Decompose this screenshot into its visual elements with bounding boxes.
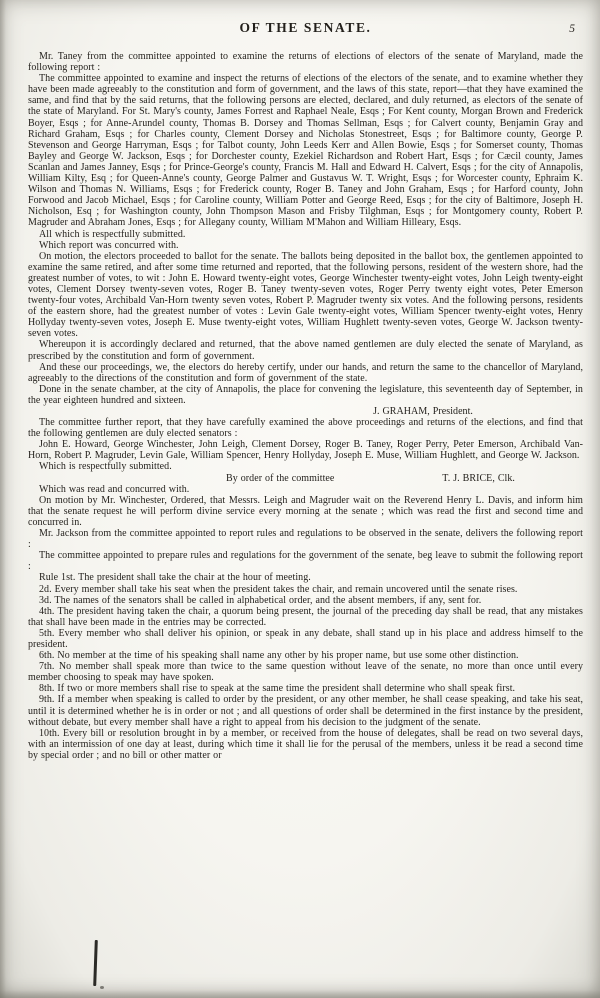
paragraph: Done in the senate chamber, at the city of Annapolis, the place for convening the legislature, this seventeenth day of September, in the year eighteen hundred and sixteen. [28, 383, 583, 406]
paragraph: The committee appointed to prepare rules and regulations for the government of the senate, beg leave to submit the following report : [28, 550, 583, 573]
page-number: 5 [569, 23, 575, 35]
page-header [28, 18, 583, 44]
paragraph: 10th. Every bill or resolution brought in by a member, or received from the house of delegates, shall be read on two several days, with an intermission of one day at least, during which time it shall lie for the perusal of the members, unless it be read a second time by special order ; and no bill or other matter or [28, 727, 583, 761]
paragraph: 5th. Every member who shall deliver his opinion, or speak in any debate, shall stand up in his place and address himself to the president. [28, 627, 583, 650]
paragraph: Which report was concurred with. [39, 239, 179, 251]
paragraph: John E. Howard, George Winchester, John Leigh, Clement Dorsey, Roger B. Taney, Roger Perry, Peter Emerson, Archibald Van-Horn, Robert P. Magruder, Levin Gale, William Spencer, Henry Hollyday, Joseph E. Muse, William Hughlett, and George W. Jackson. [28, 439, 583, 462]
paragraph: Mr. Taney from the committee appointed to examine the returns of elections of electors of the senate of Maryland, made the following report : [28, 51, 583, 74]
paragraph: Whereupon it is accordingly declared and returned, that the above named gentlemen are duly elected the senate of Maryland, as prescribed by the constitution and form of government. [28, 339, 583, 362]
attribution-left: By order of the committee [226, 472, 335, 484]
paragraph: The committee appointed to examine and inspect the returns of elections of the electors of the senate, and to examine whether they have been made agreeably to the constitution and form of government, and the laws of this state, report—that they have examined the same, and find that by the said returns, that the following persons are elected, declared, and duly returned, as electors of the senate of the state of Maryland. For St. Mary's county, James Forrest and Raphael Neale, Esqs ; For Kent county, Morgan Brown and Frederick Boyer, Esqs ; for Anne-Arundel county, Thomas B. Dorsey and Thomas Sellman, Esqs ; for Calvert county, Benjamin Gray and Richard Graham, Esqs ; for Charles county, Clement Dorsey and Nicholas Stonestreet, Esqs ; for Baltimore county, George P. Stevenson and George Harryman, Esqs ; for Talbot county, John Leeds Kerr and Allen Bowie, Esqs ; for Somerset county, Thomas Bayley and George W. Jackson, Esqs ; for Dorchester county, Ezekiel Richardson and Robert Hart, Esqs ; for Cæcil county, James Scanlan and James Janney, Esqs ; for Prince-George's county, Francis M. Hall and Edward H. Calvert, Esqs ; for the city of Annapolis, William Kilty, Esq ; for Queen-Anne's county, George Palmer and Gustavus W. T. Wright, Esqs ; for Worcester county, Ephraim K. Wilson and Thomas N. Williams, Esqs ; for Frederick county, Roger B. Taney and John Graham, Esqs ; for Harford county, John Forwood and Jacob Michael, Esqs ; for Caroline county, William Potter and George Reed, Esqs ; for the city of Baltimore, Joseph H. Nicholson, Esq ; for Washington county, John Thompson Mason and Frisby Tilghman, Esqs ; for Montgomery county, Robert P. Magruder and Abraham Jones, Esqs ; for Allegany county, William M'Mahon and William Hilleary, Esqs. [28, 73, 583, 229]
paragraph: On motion, the electors proceeded to ballot for the senate. The ballots being deposited in the ballot box, the gentlemen appointed to examine the same retired, and after some time returned and reported, that the following persons, resident of the western shore, had the greatest number of votes, to wit : John E. Howard twenty-eight votes, George Winchester twenty-eight votes, John Leigh twenty-eight votes, Clement Dorsey twenty-seven votes, Roger B. Taney twenty-seven votes, Roger Perry twenty eight votes, Peter Emerson twenty-four votes, Archibald Van-Horn twenty seven votes, Robert P. Magruder twenty six votes. And the following persons, residents of the eastern shore, had the greatest number of votes : Levin Gale twenty-eight votes, William Spencer twenty-eight votes, Henry Hollyday twenty-seven votes, Joseph E. Muse twenty-eight votes, William Hughlett twenty-seven votes, George W. Jackson twenty-seven votes. [28, 250, 583, 340]
paragraph: Which is respectfully submitted. [39, 461, 172, 473]
paragraph: Which was read and concurred with. [39, 483, 190, 495]
paragraph: On motion by Mr. Winchester, Ordered, that Messrs. Leigh and Magruder wait on the Reverend Henry L. Davis, and inform him that the senate request he will perform divine service every morning at the senate ; which was read the first and second time and concurred in. [28, 494, 583, 528]
paragraph: 3d. The names of the senators shall be called in alphabetical order, and the absent members, if any, sent for. [39, 594, 482, 606]
paragraph: Rule 1st. The president shall take the chair at the hour of meeting. [39, 572, 311, 584]
paragraph: 7th. No member shall speak more than twice to the same question without leave of the senate, no more than once until every member choosing to speak may have spoken. [28, 661, 583, 684]
paragraph: 9th. If a member when speaking is called to order by the president, or any other member, he shall cease speaking, and take his seat, until it is determined whether he is in order or not ; and all questions of order shall be determined in the first instance by the president, without debate, but every member shall have a right to appeal from his decision to the judgment of the senate. [28, 694, 583, 728]
paragraph: 2d. Every member shall take his seat when the president takes the chair, and remain uncovered until the senate rises. [39, 583, 518, 595]
paragraph: J. GRAHAM, President. [373, 406, 473, 417]
paragraph: The committee further report, that they have carefully examined the above proceedings and returns of the elections, and find that the following gentlemen are duly elected senators : [28, 417, 583, 440]
attribution-right: T. J. BRICE, Clk. [442, 472, 515, 484]
scan-artifact-ink-line [93, 940, 97, 986]
paragraph: 6th. No member at the time of his speaking shall name any other by his proper name, but use some other distinction. [39, 650, 519, 662]
paragraph: All which is respectfully submitted. [39, 228, 186, 240]
paragraph: Mr. Jackson from the committee appointed to report rules and regulations to be observed in the senate, delivers the following report : [28, 528, 583, 551]
scan-artifact-smudge [100, 986, 104, 989]
paragraph [28, 473, 583, 484]
paragraph: And these our proceedings, we, the electors do hereby certify, under our hands, and return the same to the chancellor of Maryland, agreeably to the directions of the constitution and form of government of the state. [28, 361, 583, 384]
scan-edge-shade [0, 990, 600, 998]
paragraph: 8th. If two or more members shall rise to speak at the same time the president shall determine who shall speak first. [39, 683, 516, 695]
document-body [28, 51, 583, 761]
scan-edge-shade [0, 0, 6, 998]
page-title: OF THE SENATE. [239, 20, 372, 35]
paragraph: 4th. The president having taken the chair, a quorum being present, the journal of the preceding day shall be read, that any mistakes that shall have been made in the entries may be corrected. [28, 605, 583, 628]
